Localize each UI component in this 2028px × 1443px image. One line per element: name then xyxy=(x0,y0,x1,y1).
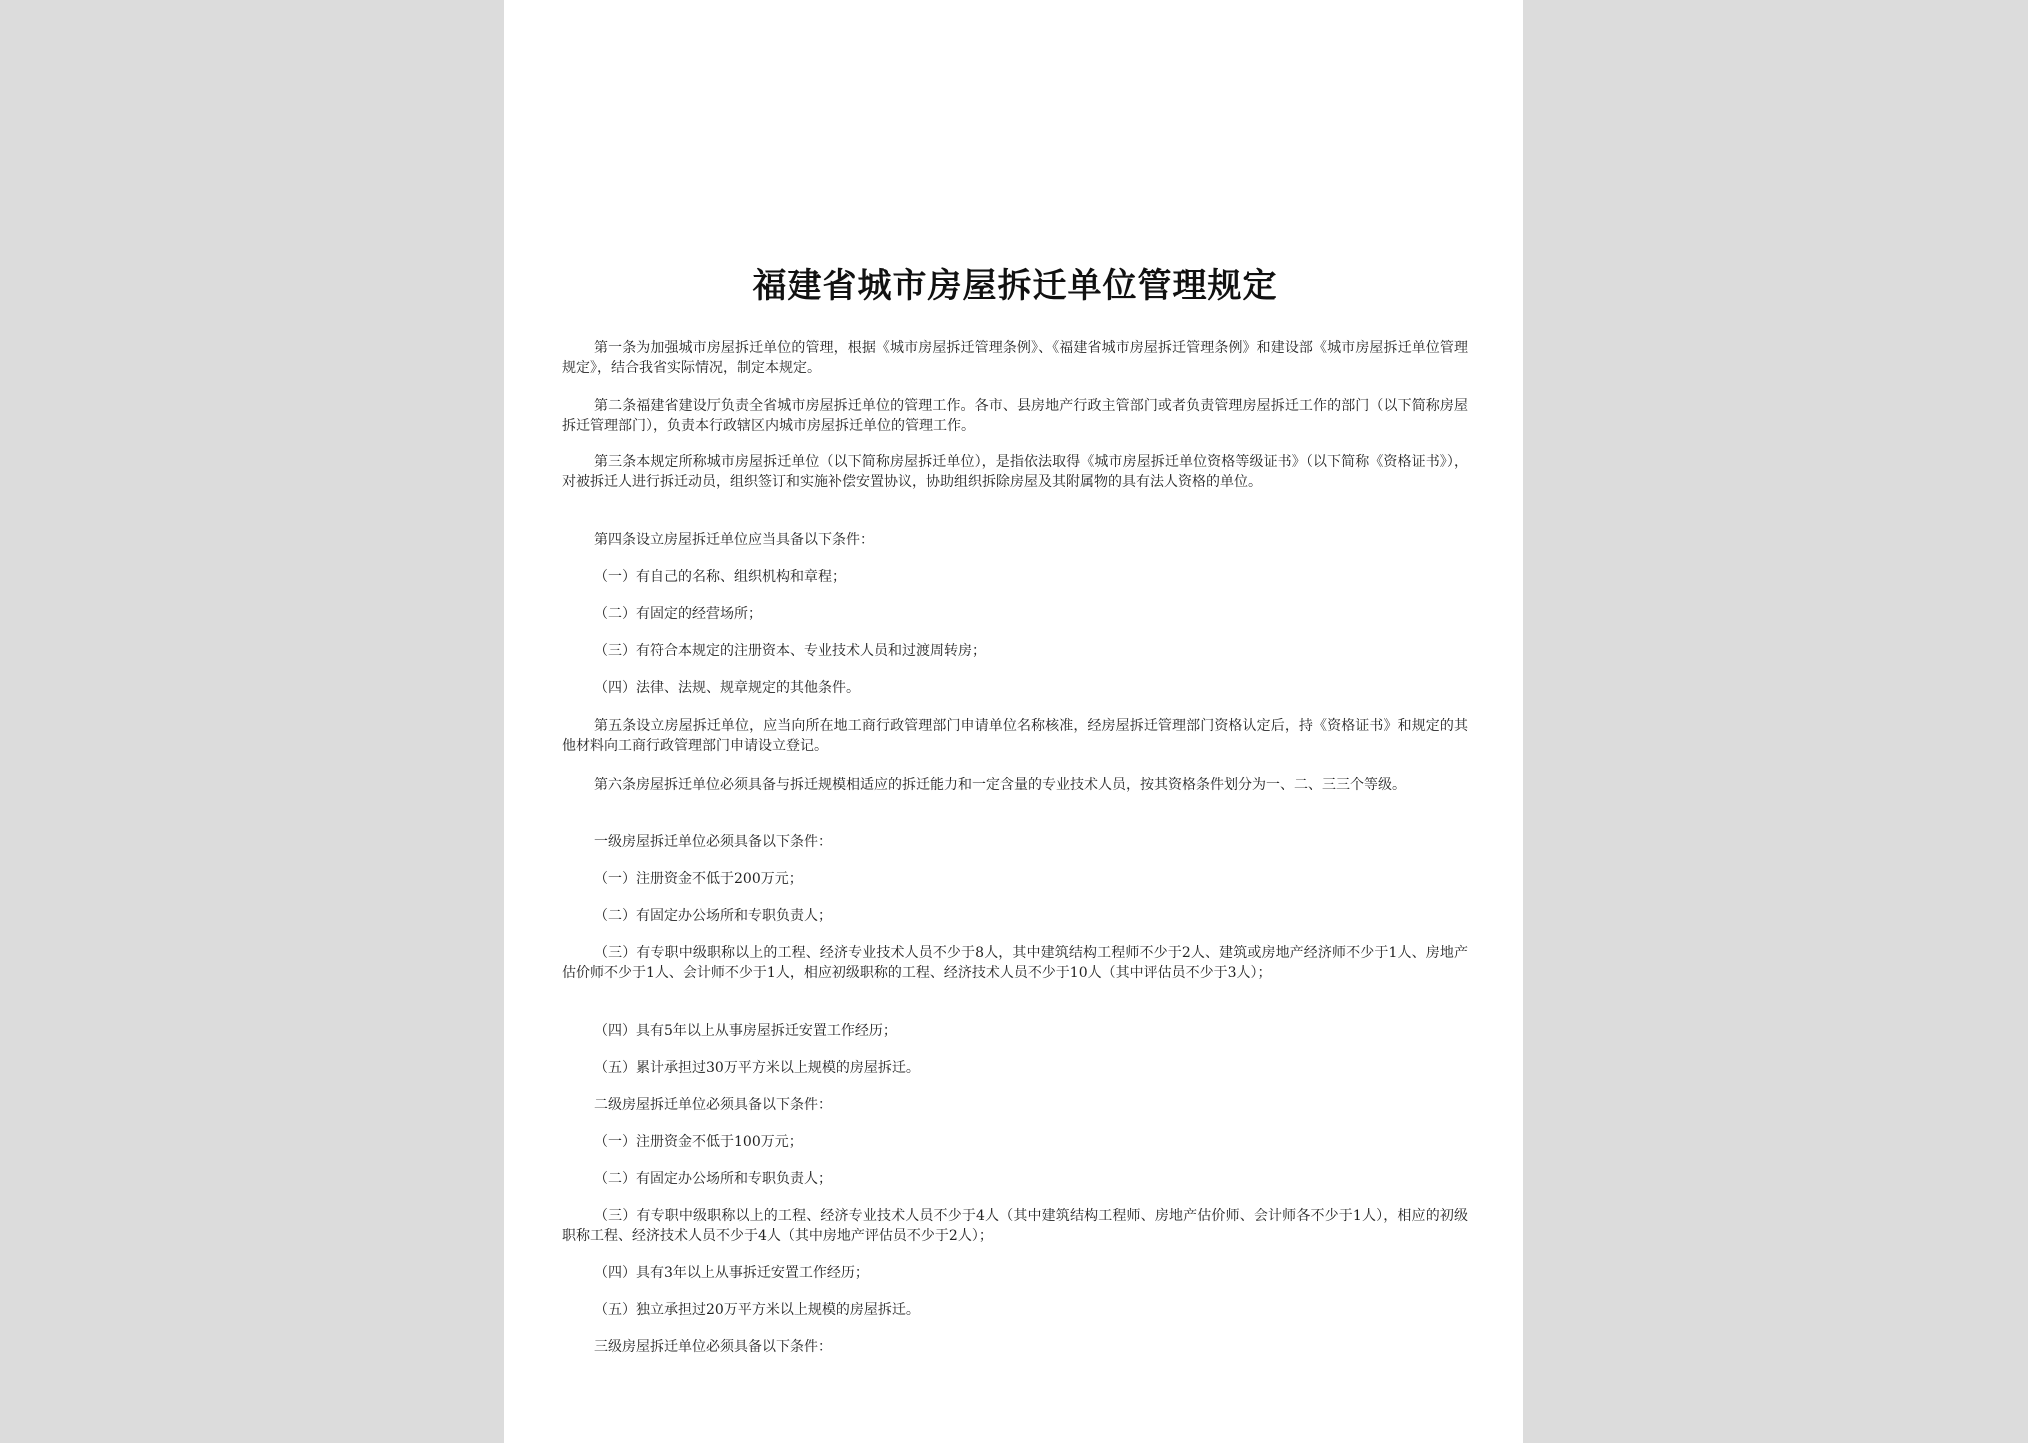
paragraph-article-4-item-4: （四）法律、法规、规章规定的其他条件。 xyxy=(594,680,860,696)
document-page xyxy=(504,0,1523,1443)
paragraph-level-1-item-4: （四）具有5年以上从事房屋拆迁安置工作经历； xyxy=(594,1023,897,1039)
paragraph-level-2-item-4: （四）具有3年以上从事拆迁安置工作经历； xyxy=(594,1265,869,1281)
page-content xyxy=(562,0,1468,1443)
paragraph-article-1: 第一条为加强城市房屋拆迁单位的管理，根据《城市房屋拆迁管理条例》、《福建省城市房屋拆迁管理条例》和建设部《城市房屋拆迁单位管理规定》，结合我省实际情况，制定本规定。 xyxy=(562,340,1468,376)
paragraph-article-6: 第六条房屋拆迁单位必须具备与拆迁规模相适应的拆迁能力和一定含量的专业技术人员，按其资格条件划分为一、二、三三个等级。 xyxy=(594,777,1406,793)
paragraph-article-2: 第二条福建省建设厅负责全省城市房屋拆迁单位的管理工作。各市、县房地产行政主管部门或者负责管理房屋拆迁工作的部门（以下简称房屋拆迁管理部门），负责本行政辖区内城市房屋拆迁单位的管理工作。 xyxy=(562,398,1468,434)
paragraph-article-5: 第五条设立房屋拆迁单位，应当向所在地工商行政管理部门申请单位名称核准，经房屋拆迁管理部门资格认定后，持《资格证书》和规定的其他材料向工商行政管理部门申请设立登记。 xyxy=(562,718,1468,754)
paragraph-level-1-item-5: （五）累计承担过30万平方米以上规模的房屋拆迁。 xyxy=(594,1060,920,1076)
paragraph-article-3: 第三条本规定所称城市房屋拆迁单位（以下简称房屋拆迁单位），是指依法取得《城市房屋拆迁单位资格等级证书》（以下简称《资格证书》），对被拆迁人进行拆迁动员，组织签订和实施补偿安置协议，协助组织拆除房屋及其附属物的具有法人资格的单位。 xyxy=(562,454,1468,490)
paragraph-level-2-item-1: （一）注册资金不低于100万元； xyxy=(594,1134,803,1150)
paragraph-article-4-item-1: （一）有自己的名称、组织机构和章程； xyxy=(594,569,846,585)
paragraph-level-2-heading: 二级房屋拆迁单位必须具备以下条件： xyxy=(594,1097,832,1113)
paragraph-article-4-item-3: （三）有符合本规定的注册资本、专业技术人员和过渡周转房； xyxy=(594,643,986,659)
paragraph-level-2-item-5: （五）独立承担过20万平方米以上规模的房屋拆迁。 xyxy=(594,1302,920,1318)
paragraph-level-3-heading: 三级房屋拆迁单位必须具备以下条件： xyxy=(594,1339,832,1355)
paragraph-level-1-item-1: （一）注册资金不低于200万元； xyxy=(594,871,803,887)
paragraph-level-2-item-3: （三）有专职中级职称以上的工程、经济专业技术人员不少于4人（其中建筑结构工程师、房地产估价师、会计师各不少于1人），相应的初级职称工程、经济技术人员不少于4人（其中房地产评估员不少于2人）； xyxy=(562,1208,1468,1244)
paragraph-level-2-item-2: （二）有固定办公场所和专职负责人； xyxy=(594,1171,832,1187)
paragraph-article-4-item-2: （二）有固定的经营场所； xyxy=(594,606,762,622)
paragraph-level-1-item-3: （三）有专职中级职称以上的工程、经济专业技术人员不少于8人，其中建筑结构工程师不少于2人、建筑或房地产经济师不少于1人、房地产估价师不少于1人、会计师不少于1人，相应初级职称的工程、经济技术人员不少于10人（其中评估员不少于3人）； xyxy=(562,945,1468,981)
paragraph-level-1-heading: 一级房屋拆迁单位必须具备以下条件： xyxy=(594,834,832,850)
document-title: 福建省城市房屋拆迁单位管理规定 xyxy=(752,266,1278,306)
paragraph-article-4: 第四条设立房屋拆迁单位应当具备以下条件： xyxy=(594,532,874,548)
paragraph-level-1-item-2: （二）有固定办公场所和专职负责人； xyxy=(594,908,832,924)
